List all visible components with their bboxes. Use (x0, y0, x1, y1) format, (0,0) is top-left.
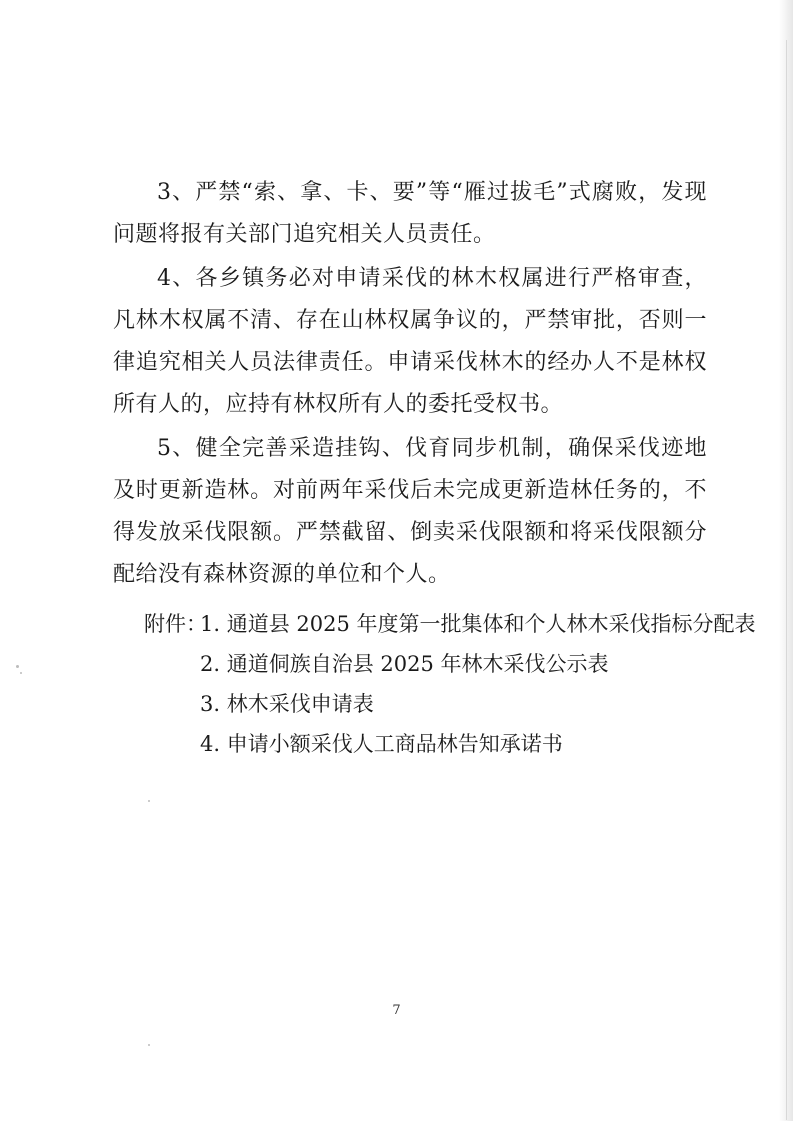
attachment-item-2: 2. 通道侗族自治县 2025 年林木采伐公示表 (200, 652, 609, 676)
scan-speck (16, 665, 19, 668)
paragraph-item-3: 3、严禁“索、拿、卡、要”等“雁过拔毛”式腐败，发现问题将报有关部门追究相关人员责任。 (113, 180, 707, 247)
document-body (113, 172, 707, 598)
attachment-item-4: 4. 申请小额采伐人工商品林告知承诺书 (200, 732, 563, 756)
scan-speck (20, 672, 22, 674)
attachments-label: 附件： (144, 612, 207, 636)
paragraph-item-4: 4、各乡镇务必对申请采伐的林木权属进行严格审查，凡林木权属不清、存在山林权属争议的，严禁审批，否则一律追究相关人员法律责任。申请采伐林木的经办人不是林权所有人的，应持有林权所有人的委托受权书。 (113, 266, 707, 417)
attachment-item-3: 3. 林木采伐申请表 (200, 692, 374, 716)
paragraph-item-5: 5、健全完善采造挂钩、伐育同步机制，确保采伐迹地及时更新造林。对前两年采伐后未完成更新造林任务的，不得发放采伐限额。严禁截留、倒卖采伐限额和将采伐限额分配给没有森林资源的单位和个人。 (113, 436, 707, 587)
page-number: 7 (392, 1003, 401, 1018)
page-edge-line (786, 40, 787, 1120)
scan-speck (148, 800, 150, 802)
attachment-item-1: 1. 通道县 2025 年度第一批集体和个人林木采伐指标分配表 (200, 612, 756, 636)
attachments-list (200, 604, 756, 764)
scan-speck (148, 1044, 150, 1046)
